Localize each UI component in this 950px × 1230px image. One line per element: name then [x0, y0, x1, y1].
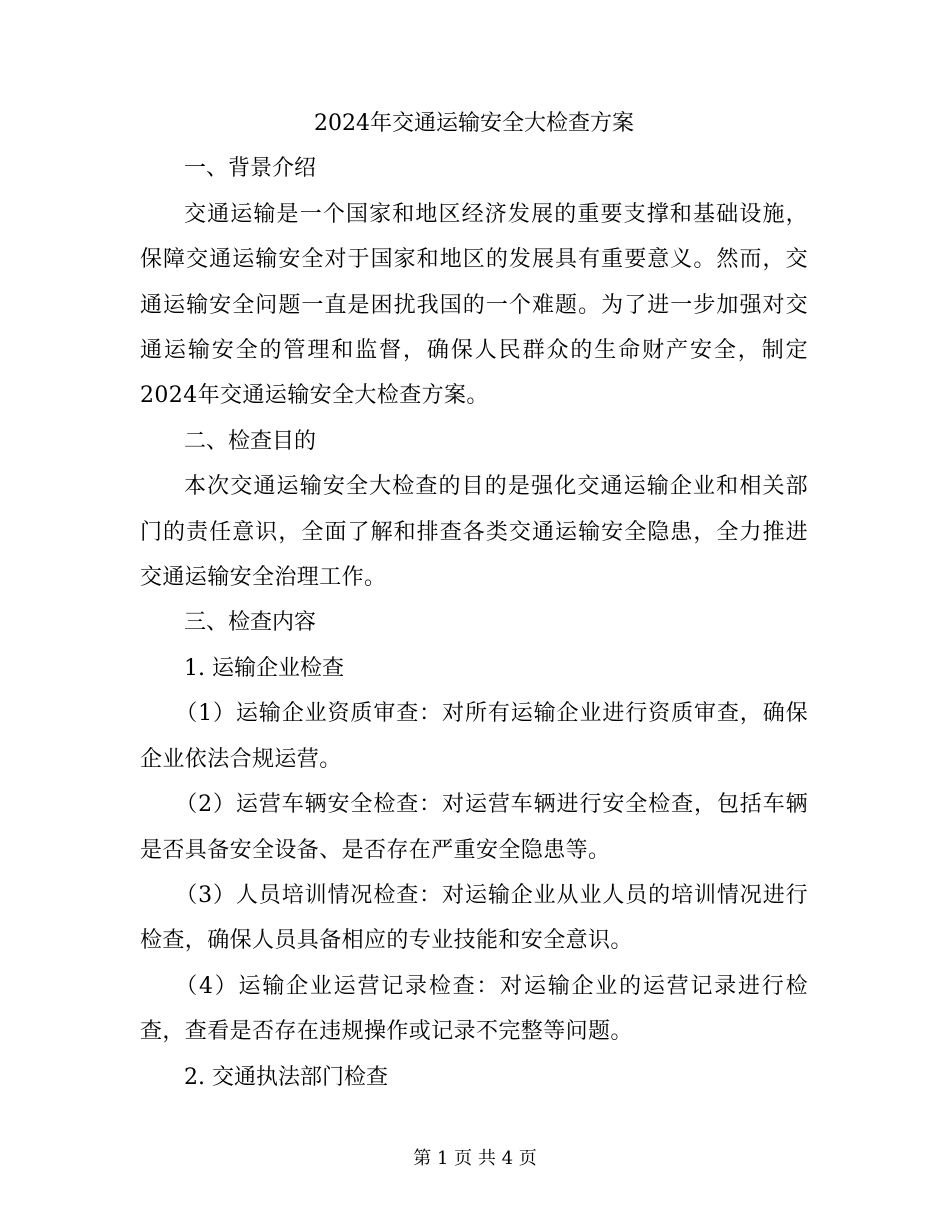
list-item-qualification: （1）运输企业资质审查：对所有运输企业进行资质审查，确保企业依法合规运营。	[140, 701, 808, 772]
paragraph-background: 交通运输是一个国家和地区经济发展的重要支撑和基础设施，保障交通运输安全对于国家和地区的发展具有重要意义。然而，交通运输安全问题一直是困扰我国的一个难题。为了进一步加强对交通运输安全的管理和监督，确保人民群众的生命财产安全，制定2024年交通运输安全大检查方案。	[140, 201, 808, 409]
page-footer: 第 1 页 共 4 页	[413, 1148, 537, 1169]
section-heading-purpose: 二、检查目的	[184, 428, 317, 454]
paragraph-purpose: 本次交通运输安全大检查的目的是强化交通运输企业和相关部门的责任意识，全面了解和排查各类交通运输安全隐患，全力推进交通运输安全治理工作。	[140, 474, 808, 591]
section-heading-background: 一、背景介绍	[184, 156, 317, 182]
section-heading-content: 三、检查内容	[184, 610, 317, 636]
subsection-heading-enforcement: 2. 交通执法部门检查	[184, 1064, 388, 1090]
document-title: 2024年交通运输安全大检查方案	[314, 111, 634, 136]
list-item-training: （3）人员培训情况检查：对运输企业从业人员的培训情况进行检查，确保人员具备相应的专业技能和安全意识。	[140, 882, 808, 954]
subsection-heading-enterprise: 1. 运输企业检查	[184, 655, 344, 681]
list-item-vehicle-safety: （2）运营车辆安全检查：对运营车辆进行安全检查，包括车辆是否具备安全设备、是否存在严重安全隐患等。	[140, 792, 808, 863]
list-item-records: （4）运输企业运营记录检查：对运输企业的运营记录进行检查，查看是否存在违规操作或记录不完整等问题。	[140, 973, 808, 1045]
document-body	[140, 101, 808, 1100]
